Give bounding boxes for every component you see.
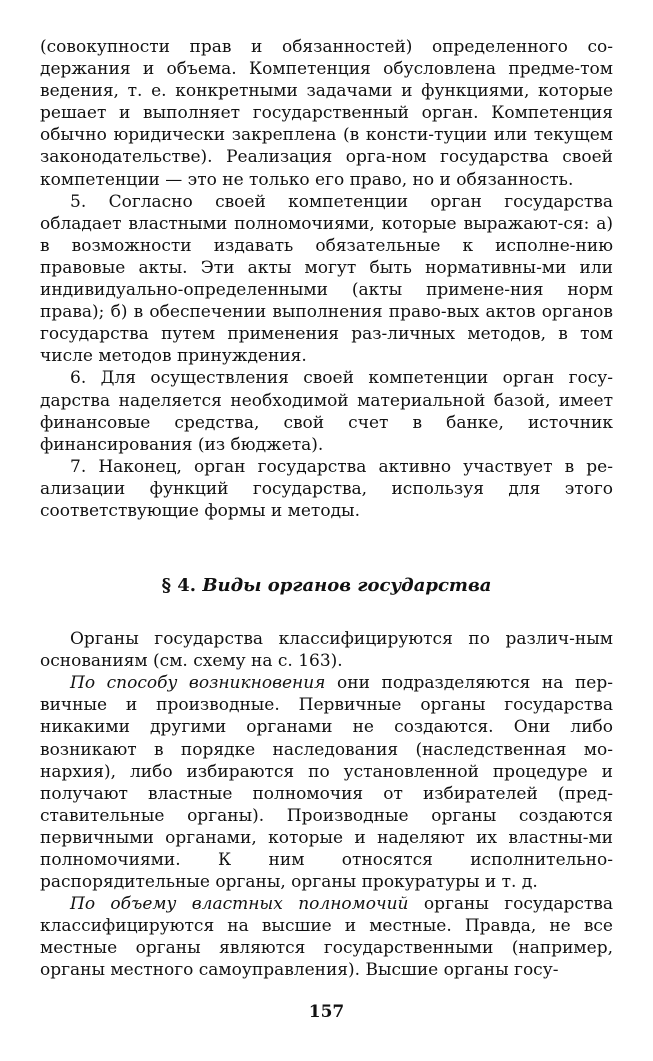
paragraph-point-6: 6. Для осуществления своей компетенции орган госу-дарства наделяется необходимой материальной базой, имеет финансовые средства, свой счет в банке, источник финансирования (из бюджета).	[40, 368, 613, 455]
paragraph-by-power	[40, 893, 613, 981]
section-heading	[40, 574, 613, 598]
section-number: § 4.	[161, 575, 197, 597]
paragraph-competence: (совокупности прав и обязанностей) определенного со-держания и объема. Компетенция обусловлена предме-том ведения, т. е. конкретными задачами и функциями, которые решает и выполняет государственный орган. Компетенция обычно юридически закреплена (в консти-туции или текущем законодательстве). Реализация орга-ном государства своей компетенции — это не только его право, но и обязанность.	[40, 37, 613, 190]
paragraph-by-origin	[40, 672, 613, 893]
lead-phrase: По способу возникновения	[70, 673, 326, 694]
lead-phrase: По объему властных полномочий	[70, 894, 409, 915]
paragraph-body: органы государства классифицируются на высшие и местные. Правда, не все местные органы являются государственными (например, органы местного самоуправления). Высшие органы госу-	[40, 894, 613, 981]
section-title: Виды органов государства	[202, 575, 492, 597]
paragraph-point-7: 7. Наконец, орган государства активно участвует в ре-ализации функций государства, используя для этого соответствующие формы и методы.	[40, 456, 613, 521]
page-number: 157	[308, 1002, 345, 1022]
paragraph-point-5: 5. Согласно своей компетенции орган государства обладает властными полномочиями, которые выражают-ся: а) в возможности издавать обязательные к исполне-нию правовые акты. Эти акты могут быть нормативны-ми или индивидуально-определенными (акты примене-ния норм права); б) в обеспечении выполнения право-вых актов органов государства путем применения раз-личных методов, в том числе методов принуждения.	[40, 191, 613, 367]
paragraph-classification: Органы государства классифицируются по различ-ным основаниям (см. схему на с. 163).	[40, 629, 613, 672]
paragraph-body: они подразделяются на пер-вичные и производные. Первичные органы государства никакими другими органами не создаются. Они либо возникают в порядке наследования (наследственная мо-нархия), либо избираются по установленной процедуре и получают властные полномочия от избирателей (пред-ставительные органы). Производные органы создаются первичными органами, которые и наделяют их властны-ми полномочиями. К ним относятся исполнительно-распорядительные органы, органы прокуратуры и т. д.	[40, 673, 613, 893]
